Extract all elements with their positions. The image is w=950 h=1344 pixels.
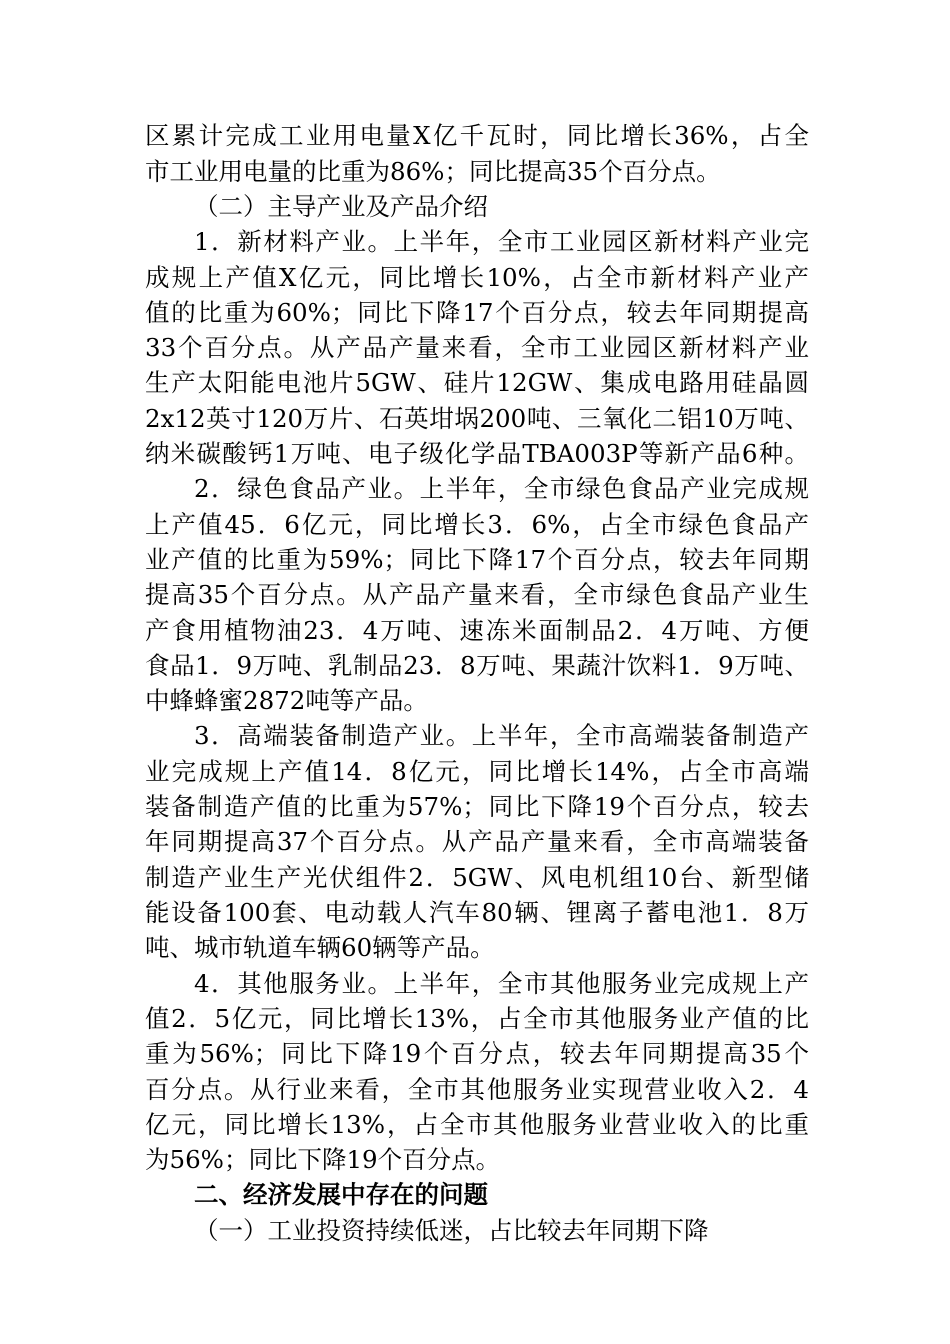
paragraph-line: 33个百分点。从产品产量来看，全市工业园区新材料产业 [145, 333, 809, 362]
paragraph-line: 提高35个百分点。从产品产量来看，全市绿色食品产业生 [145, 580, 809, 609]
paragraph-line: 业产值的比重为59%；同比下降17个百分点，较去年同期 [145, 545, 809, 574]
paragraph-line: 装备制造产值的比重为57%；同比下降19个百分点，较去 [145, 792, 809, 821]
paragraph-line: 制造产业生产光伏组件2．5GW、风电机组10台、新型储 [145, 863, 809, 892]
section-heading: 二、经济发展中存在的问题 [194, 1180, 488, 1209]
paragraph-line: 2．绿色食品产业。上半年，全市绿色食品产业完成规 [194, 474, 809, 503]
paragraph-line: 值2．5亿元，同比增长13%，占全市其他服务业产值的比 [145, 1004, 809, 1033]
paragraph-line: 产食用植物油23．4万吨、速冻米面制品2．4万吨、方便 [145, 616, 809, 645]
paragraph-line: 吨、城市轨道车辆60辆等产品。 [145, 933, 495, 962]
paragraph-line: 能设备100套、电动载人汽车80辆、锂离子蓄电池1．8万 [145, 898, 809, 927]
paragraph-line: 市工业用电量的比重为86%；同比提高35个百分点。 [145, 157, 721, 186]
paragraph-line: 重为56%；同比下降19个百分点，较去年同期提高35个 [145, 1039, 809, 1068]
paragraph-line: 百分点。从行业来看，全市其他服务业实现营业收入2．4 [145, 1075, 809, 1104]
paragraph-line: 纳米碳酸钙1万吨、电子级化学品TBA003P等新产品6种。 [145, 439, 809, 468]
paragraph-line: 年同期提高37个百分点。从产品产量来看，全市高端装备 [145, 827, 809, 856]
paragraph-line: 值的比重为60%；同比下降17个百分点，较去年同期提高 [145, 298, 809, 327]
paragraph-line: 为56%；同比下降19个百分点。 [145, 1145, 501, 1174]
paragraph-line: 食品1．9万吨、乳制品23．8万吨、果蔬汁饮料1．9万吨、 [145, 651, 809, 680]
paragraph-line: 区累计完成工业用电量X亿千瓦时，同比增长36%，占全 [145, 121, 809, 150]
paragraph-line: 1．新材料产业。上半年，全市工业园区新材料产业完 [194, 227, 809, 256]
subsection-heading: （二）主导产业及产品介绍 [194, 192, 488, 221]
paragraph-line: 中蜂蜂蜜2872吨等产品。 [145, 686, 428, 715]
paragraph-line: 上产值45．6亿元，同比增长3．6%，占全市绿色食品产 [145, 510, 809, 539]
paragraph-line: 成规上产值X亿元，同比增长10%，占全市新材料产业产 [145, 263, 809, 292]
paragraph-line: 业完成规上产值14．8亿元，同比增长14%，占全市高端 [145, 757, 809, 786]
paragraph-line: 4．其他服务业。上半年，全市其他服务业完成规上产 [194, 969, 809, 998]
paragraph-line: 亿元，同比增长13%，占全市其他服务业营业收入的比重 [145, 1110, 809, 1139]
paragraph-line: 生产太阳能电池片5GW、硅片12GW、集成电路用硅晶圆 [145, 368, 809, 397]
paragraph-line: 2x12英寸120万片、石英坩埚200吨、三氧化二铝10万吨、 [145, 404, 809, 433]
paragraph-line: 3．高端装备制造产业。上半年，全市高端装备制造产 [194, 721, 809, 750]
subsection-heading: （一）工业投资持续低迷，占比较去年同期下降 [194, 1216, 709, 1245]
